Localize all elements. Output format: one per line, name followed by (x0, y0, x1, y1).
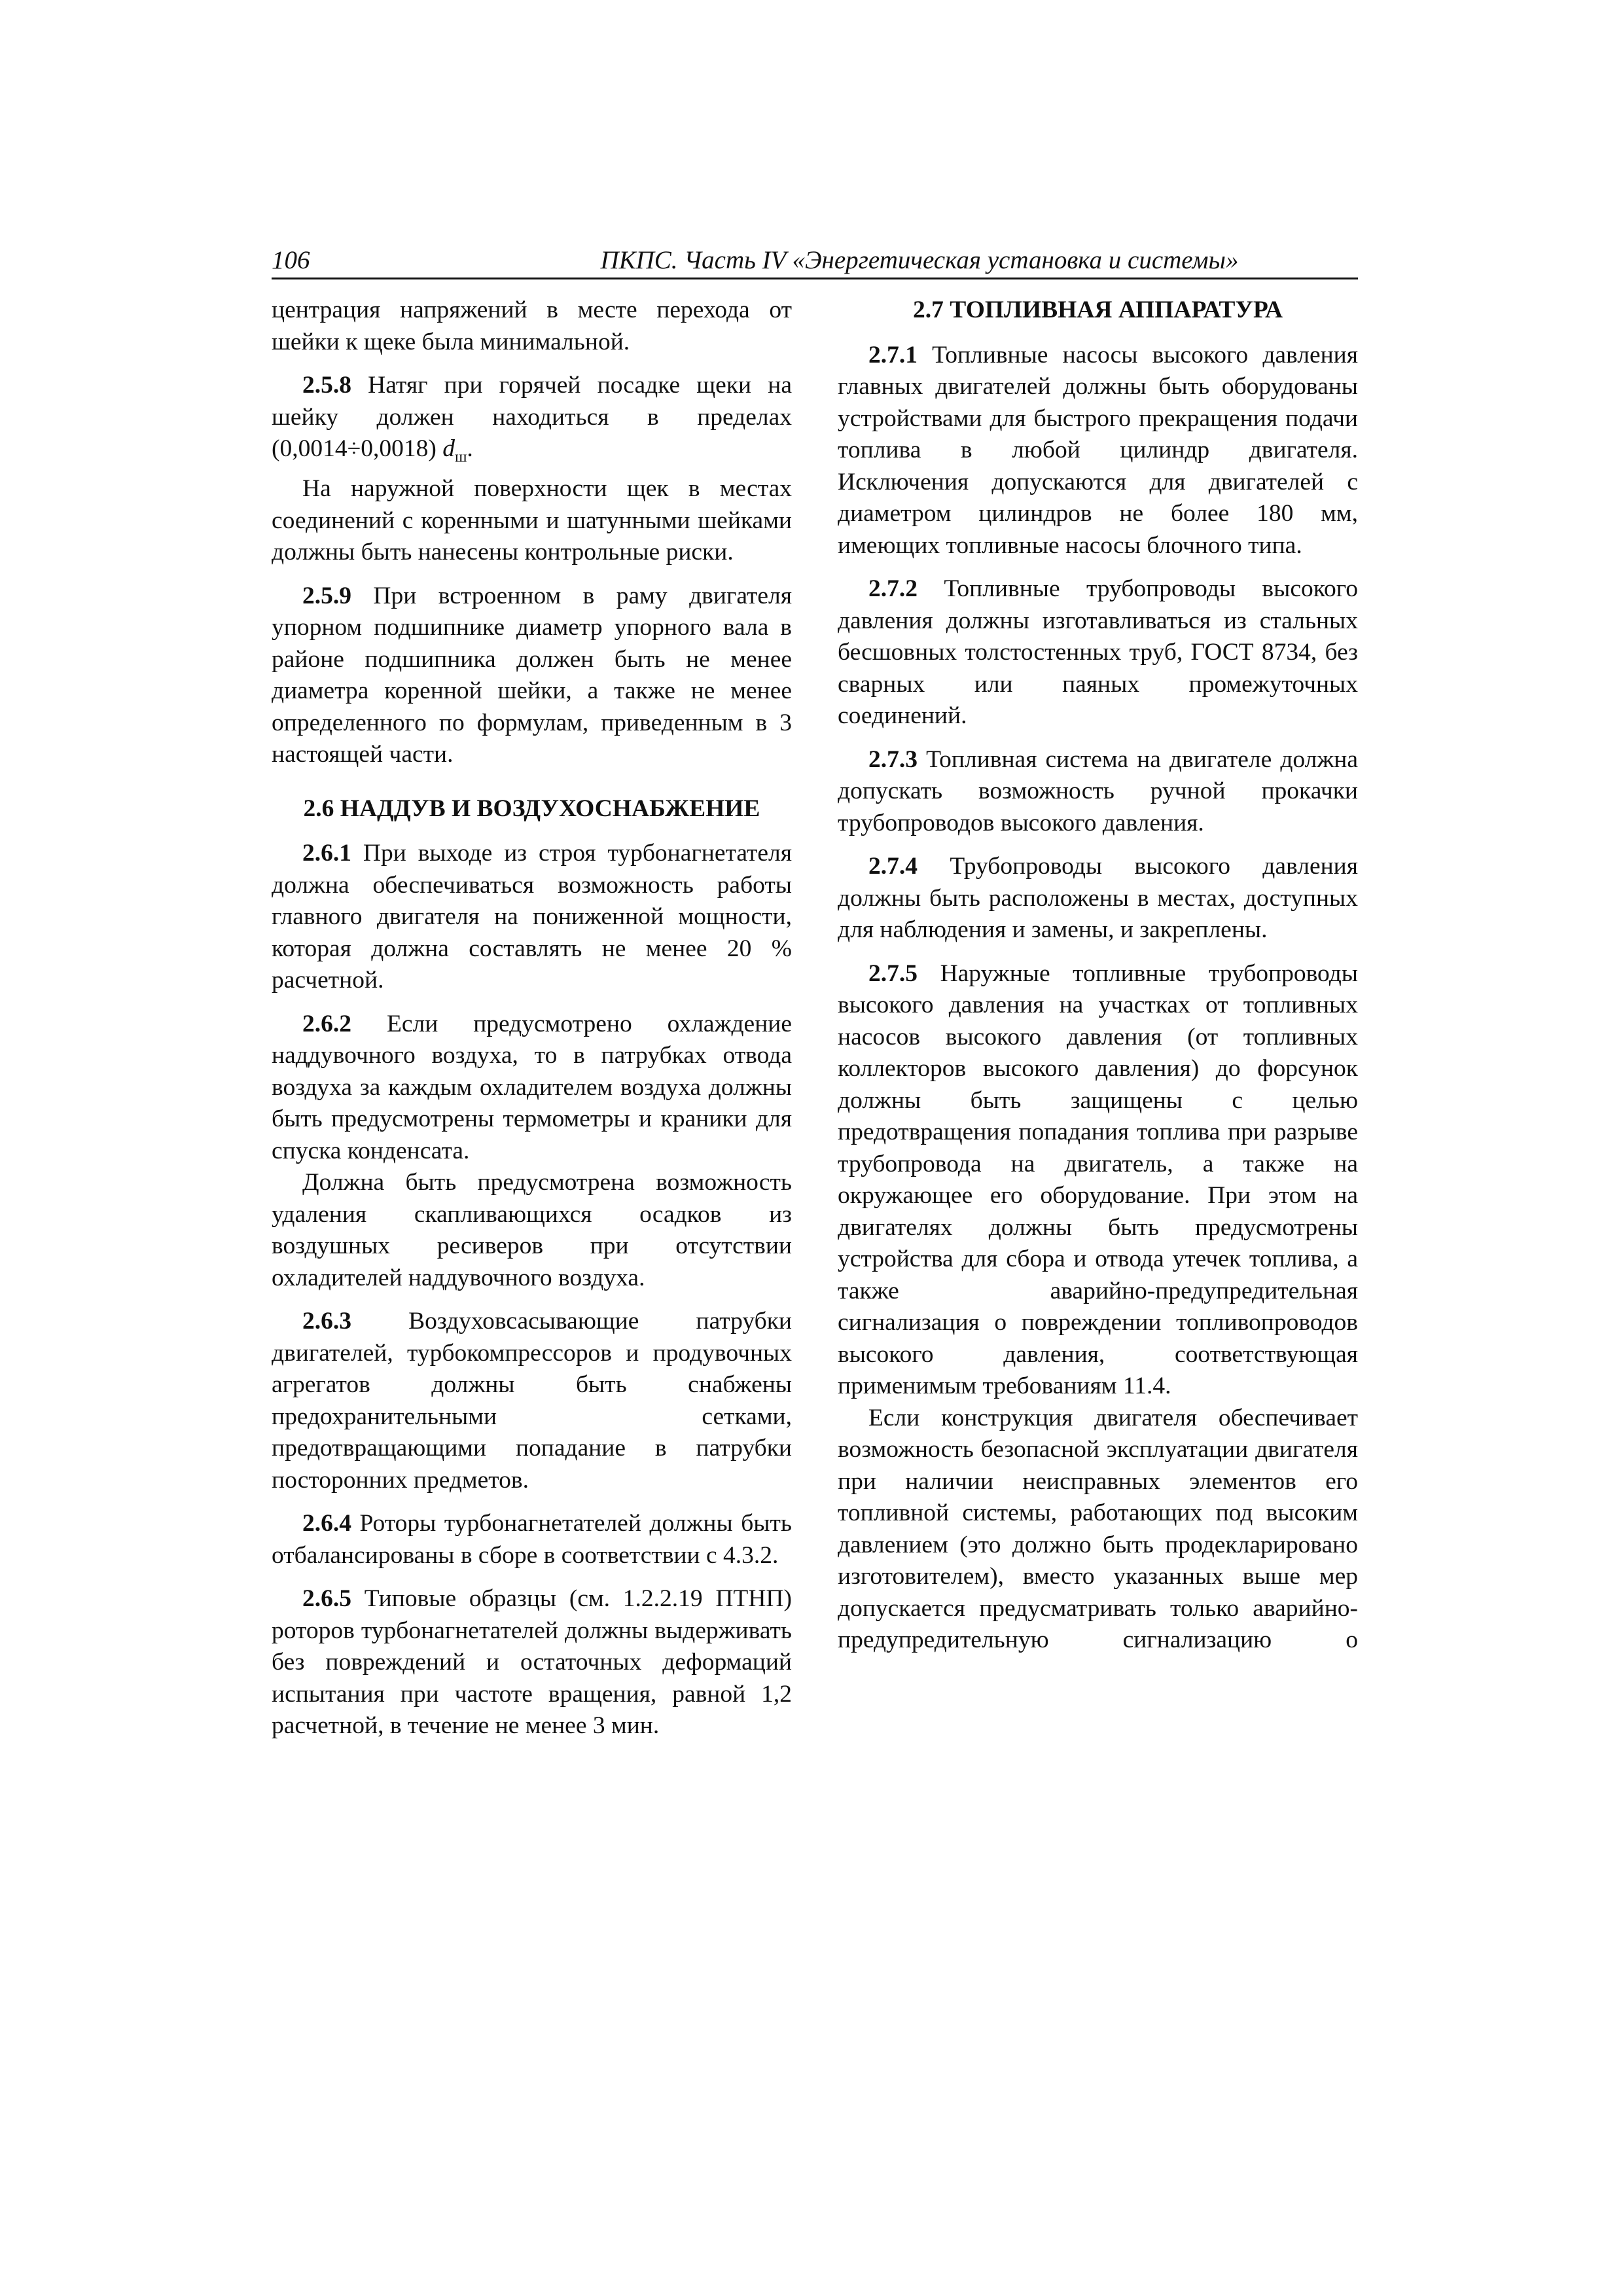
paragraph-2-5-9 (272, 581, 792, 771)
clause-number: 2.7.5 (868, 960, 918, 987)
running-title: ПКПС. Часть IV «Энергетическая установка и системы» (600, 246, 1239, 274)
clause-number: 2.5.8 (302, 372, 351, 399)
section-heading-2-7: 2.7 ТОПЛИВНАЯ АППАРАТУРА (912, 296, 1283, 323)
paragraph-text: центрация напряжений в месте перехода от шейки к щеке была минимальной. (272, 296, 792, 355)
formula-subscript: ш (454, 448, 467, 466)
paragraph-text: Топливные трубопроводы высокого давления должны изготавливаться из стальных бесшовных толстостенных труб, ГОСТ 8734, без сварных или паяных промежуточных соединений. (838, 575, 1358, 729)
paragraph-text: Если конструкция двигателя обеспечивает возможность безопасной эксплуатации двигателя при наличии неисправных элементов его топливной системы, работающих под высоким давлением (это должно быть продекларировано изготовителем), вместо указанных выше мер допускается предусматривать только аварийно-предупредительную сигнализацию о (838, 1404, 1358, 1653)
paragraph-text: Трубопроводы высокого давления должны быть расположены в местах, доступных для наблюдения и замены, и закреплены. (838, 853, 1358, 943)
clause-number: 2.6.5 (302, 1585, 351, 1612)
paragraph-2-6-1 (272, 838, 792, 997)
clause-number: 2.7.3 (868, 745, 918, 773)
paragraph-text: Топливные насосы высокого давления главных двигателей должны быть оборудованы устройствами для быстрого прекращения подачи топлива в любой цилиндр двигателя. Исключения допускаются для двигателей с диаметром цилиндров не более 180 мм, имеющих топливные насосы блочного типа. (838, 341, 1358, 559)
paragraph-2-7-5 (838, 958, 1358, 1403)
left-column (272, 295, 792, 1742)
right-column (838, 295, 1358, 1657)
paragraph-text: Если предусмотрено охлаждение наддувочного воздуха, то в патрубках отвода воздуха за каждым охладителем воздуха должны быть предусмотрены термометры и краники для спуска конденсата. (272, 1010, 792, 1164)
paragraph-2-7-1 (838, 340, 1358, 562)
formula-variable: d (442, 435, 455, 462)
paragraph-2-7-5-continued (838, 1403, 1358, 1657)
paragraph-text: Типовые образцы (см. 1.2.2.19 ПТНП) роторов турбонагнетателей должны выдерживать без повреждений и остаточных деформаций испытания при частоте вращения, равной 1,2 расчетной, в течение не менее 3 мин. (272, 1585, 792, 1739)
clause-number: 2.6.2 (302, 1010, 351, 1037)
paragraph-continuation (272, 295, 792, 358)
paragraph-text: Топливная система на двигателе должна допускать возможность ручной прокачки трубопроводов высокого давления. (838, 745, 1358, 836)
paragraph-text: При выходе из строя турбонагнетателя должна обеспечиваться возможность работы главного двигателя на пониженной мощности, которая должна составлять не менее 20 % расчетной. (272, 840, 792, 994)
paragraph-2-6-3 (272, 1306, 792, 1496)
paragraph-text: При встроенном в раму двигателя упорном подшипнике диаметр упорного вала в районе подшипника должен быть не менее диаметра коренной шейки, а также не менее определенного по формулам, приведенным в 3 настоящей части. (272, 582, 792, 768)
section-heading-2-6: 2.6 НАДДУВ И ВОЗДУХОСНАБЖЕНИЕ (303, 795, 760, 822)
paragraph-text-end: . (467, 435, 473, 462)
paragraph-2-7-3 (838, 744, 1358, 840)
paragraph-text: Натяг при горячей посадке щеки на шейку должен находиться в пределах (0,0014÷0,0018) (272, 372, 792, 462)
paragraph-2-6-2 (272, 1009, 792, 1168)
paragraph-text: На наружной поверхности щек в местах соединений с коренными и шатунными шейками должны быть нанесены контрольные риски. (272, 475, 792, 565)
clause-number: 2.5.9 (302, 582, 351, 609)
clause-number: 2.7.4 (868, 853, 918, 880)
paragraph-2-7-4 (838, 851, 1358, 946)
page-header (272, 240, 1358, 279)
paragraph-text: Воздуховсасывающие патрубки двигателей, турбокомпрессоров и продувочных агрегатов должны быть снабжены предохранительными сетками, предотвращающими попадание в патрубки посторонних предметов. (272, 1308, 792, 1494)
paragraph-2-6-5 (272, 1583, 792, 1742)
clause-number: 2.7.1 (868, 341, 918, 368)
paragraph-2-6-2-continued (272, 1167, 792, 1294)
page-number: 106 (272, 246, 310, 274)
clause-number: 2.6.3 (302, 1308, 351, 1335)
paragraph-text: Наружные топливные трубопроводы высокого давления на участках от топливных насосов высокого давления (от топливных коллекторов высокого давления) до форсунок должны быть защищены с целью предотвращения попадания топлива при разрыве трубопровода на двигатель, а также на окружающее его оборудование. При этом на двигателях должны быть предусмотрены устройства для сбора и отвода утечек топлива, а также аварийно-предупредительная сигнализация о повреждении топливопроводов высокого давления, соответствующая применимым требованиям 11.4. (838, 960, 1358, 1399)
paragraph-text: Роторы турбонагнетателей должны быть отбалансированы в сборе в соответствии с 4.3.2. (272, 1510, 792, 1569)
paragraph-2-5-8 (272, 370, 792, 473)
clause-number: 2.7.2 (868, 575, 918, 602)
clause-number: 2.6.4 (302, 1510, 351, 1537)
paragraph-2-5-8-continued (272, 473, 792, 569)
paragraph-2-6-4 (272, 1508, 792, 1571)
clause-number: 2.6.1 (302, 840, 351, 867)
paragraph-text: Должна быть предусмотрена возможность удаления скапливающихся осадков из воздушных ресиверов при отсутствии охладителей наддувочного воздуха. (272, 1169, 792, 1291)
paragraph-2-7-2 (838, 573, 1358, 732)
